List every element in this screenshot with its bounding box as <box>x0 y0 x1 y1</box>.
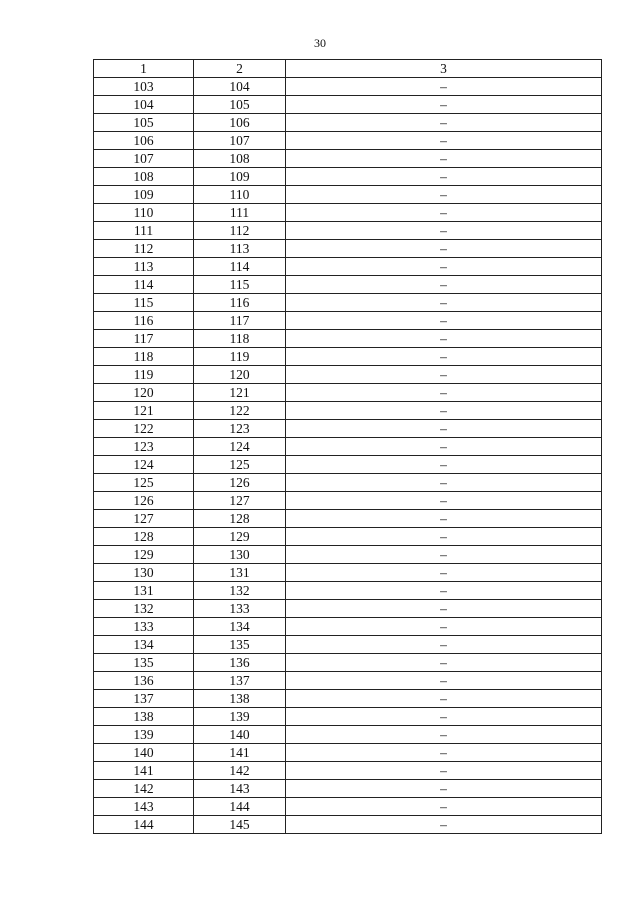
table-cell-col-2: 144 <box>194 798 286 816</box>
table-row <box>94 456 602 474</box>
table-body <box>94 78 602 834</box>
table-row <box>94 186 602 204</box>
table-cell-col-2: 112 <box>194 222 286 240</box>
table-cell-col-2: 115 <box>194 276 286 294</box>
table-cell-col-2: 139 <box>194 708 286 726</box>
table-cell-col-2: 135 <box>194 636 286 654</box>
table-row <box>94 780 602 798</box>
table-cell-col-3: – <box>286 222 602 240</box>
table-row <box>94 150 602 168</box>
table-cell-col-3: – <box>286 492 602 510</box>
table-row <box>94 438 602 456</box>
table-cell-col-1: 134 <box>94 636 194 654</box>
table-cell-col-1: 125 <box>94 474 194 492</box>
table-cell-col-3: – <box>286 348 602 366</box>
table-row <box>94 276 602 294</box>
table-cell-col-3: – <box>286 456 602 474</box>
table-cell-col-1: 132 <box>94 600 194 618</box>
table-cell-col-3: – <box>286 204 602 222</box>
table-cell-col-3: – <box>286 816 602 834</box>
table-cell-col-3: – <box>286 330 602 348</box>
table-cell-col-2: 137 <box>194 672 286 690</box>
table-row <box>94 816 602 834</box>
page-number: 30 <box>314 36 326 50</box>
table-cell-col-2: 124 <box>194 438 286 456</box>
table-cell-col-1: 128 <box>94 528 194 546</box>
table-cell-col-2: 128 <box>194 510 286 528</box>
table-cell-col-1: 119 <box>94 366 194 384</box>
table-cell-col-3: – <box>286 690 602 708</box>
table-cell-col-3: – <box>286 600 602 618</box>
table-cell-col-2: 126 <box>194 474 286 492</box>
table-cell-col-3: – <box>286 528 602 546</box>
table-cell-col-2: 138 <box>194 690 286 708</box>
table-cell-col-1: 114 <box>94 276 194 294</box>
table-cell-col-3: – <box>286 726 602 744</box>
table-cell-col-2: 116 <box>194 294 286 312</box>
table-cell-col-2: 109 <box>194 168 286 186</box>
table-cell-col-2: 104 <box>194 78 286 96</box>
table-cell-col-3: – <box>286 438 602 456</box>
table-row <box>94 600 602 618</box>
table-row <box>94 546 602 564</box>
table-cell-col-3: – <box>286 96 602 114</box>
table-cell-col-3: – <box>286 618 602 636</box>
table-cell-col-3: – <box>286 402 602 420</box>
table-cell-col-1: 143 <box>94 798 194 816</box>
table-cell-col-1: 106 <box>94 132 194 150</box>
header-row <box>94 60 602 78</box>
table-row <box>94 348 602 366</box>
table-cell-col-2: 140 <box>194 726 286 744</box>
table-row <box>94 222 602 240</box>
table-row <box>94 402 602 420</box>
table-cell-col-2: 114 <box>194 258 286 276</box>
table-row <box>94 366 602 384</box>
table-cell-col-3: – <box>286 564 602 582</box>
table-cell-col-1: 105 <box>94 114 194 132</box>
table-cell-col-2: 131 <box>194 564 286 582</box>
table-row <box>94 510 602 528</box>
table-row <box>94 78 602 96</box>
table-cell-col-1: 138 <box>94 708 194 726</box>
table-cell-col-1: 113 <box>94 258 194 276</box>
table-cell-col-1: 111 <box>94 222 194 240</box>
table-cell-col-2: 133 <box>194 600 286 618</box>
table-row <box>94 618 602 636</box>
table-cell-col-1: 103 <box>94 78 194 96</box>
table-cell-col-3: – <box>286 150 602 168</box>
table-row <box>94 114 602 132</box>
table-cell-col-1: 122 <box>94 420 194 438</box>
table-cell-col-3: – <box>286 258 602 276</box>
table-cell-col-1: 131 <box>94 582 194 600</box>
table-row <box>94 168 602 186</box>
table-row <box>94 132 602 150</box>
table-cell-col-1: 116 <box>94 312 194 330</box>
table-cell-col-3: – <box>286 780 602 798</box>
table-cell-col-1: 126 <box>94 492 194 510</box>
table-row <box>94 420 602 438</box>
table-cell-col-3: – <box>286 654 602 672</box>
table-cell-col-3: – <box>286 114 602 132</box>
table-row <box>94 330 602 348</box>
table-cell-col-1: 112 <box>94 240 194 258</box>
table-cell-col-2: 125 <box>194 456 286 474</box>
table-cell-col-2: 132 <box>194 582 286 600</box>
table-cell-col-2: 121 <box>194 384 286 402</box>
table-row <box>94 96 602 114</box>
table-row <box>94 294 602 312</box>
table-cell-col-1: 109 <box>94 186 194 204</box>
table-row <box>94 654 602 672</box>
table-row <box>94 474 602 492</box>
table-cell-col-1: 144 <box>94 816 194 834</box>
column-header-1: 1 <box>94 60 194 78</box>
table-cell-col-2: 145 <box>194 816 286 834</box>
table-cell-col-1: 139 <box>94 726 194 744</box>
table-cell-col-2: 127 <box>194 492 286 510</box>
table-cell-col-1: 140 <box>94 744 194 762</box>
table-cell-col-1: 118 <box>94 348 194 366</box>
table-row <box>94 258 602 276</box>
table-cell-col-1: 107 <box>94 150 194 168</box>
table-cell-col-2: 110 <box>194 186 286 204</box>
table-cell-col-2: 136 <box>194 654 286 672</box>
table-row <box>94 384 602 402</box>
table-cell-col-2: 118 <box>194 330 286 348</box>
table-cell-col-2: 122 <box>194 402 286 420</box>
table-row <box>94 690 602 708</box>
table-cell-col-3: – <box>286 420 602 438</box>
table-row <box>94 564 602 582</box>
table-cell-col-1: 117 <box>94 330 194 348</box>
column-header-2: 2 <box>194 60 286 78</box>
table-cell-col-2: 141 <box>194 744 286 762</box>
table-cell-col-1: 141 <box>94 762 194 780</box>
table-cell-col-2: 120 <box>194 366 286 384</box>
table-row <box>94 528 602 546</box>
table-cell-col-3: – <box>286 240 602 258</box>
table-cell-col-2: 143 <box>194 780 286 798</box>
table-cell-col-3: – <box>286 186 602 204</box>
table-row <box>94 636 602 654</box>
table-cell-col-3: – <box>286 582 602 600</box>
table-cell-col-3: – <box>286 132 602 150</box>
table-row <box>94 798 602 816</box>
table-cell-col-3: – <box>286 762 602 780</box>
table-cell-col-2: 111 <box>194 204 286 222</box>
table-header <box>94 60 602 78</box>
table-row <box>94 672 602 690</box>
table-cell-col-1: 129 <box>94 546 194 564</box>
table-cell-col-2: 119 <box>194 348 286 366</box>
table-cell-col-2: 134 <box>194 618 286 636</box>
table-cell-col-3: – <box>286 312 602 330</box>
table-cell-col-2: 107 <box>194 132 286 150</box>
table-cell-col-2: 142 <box>194 762 286 780</box>
table-row <box>94 204 602 222</box>
table-cell-col-1: 133 <box>94 618 194 636</box>
table-cell-col-1: 137 <box>94 690 194 708</box>
table-cell-col-3: – <box>286 294 602 312</box>
table-cell-col-3: – <box>286 672 602 690</box>
table-cell-col-2: 105 <box>194 96 286 114</box>
table-cell-col-2: 130 <box>194 546 286 564</box>
table-row <box>94 726 602 744</box>
table-row <box>94 492 602 510</box>
table-cell-col-3: – <box>286 168 602 186</box>
table-cell-col-3: – <box>286 78 602 96</box>
table-row <box>94 312 602 330</box>
table-cell-col-3: – <box>286 636 602 654</box>
table-cell-col-1: 136 <box>94 672 194 690</box>
table-cell-col-3: – <box>286 546 602 564</box>
data-table <box>93 59 602 834</box>
table-cell-col-1: 135 <box>94 654 194 672</box>
table-cell-col-2: 117 <box>194 312 286 330</box>
table-cell-col-1: 130 <box>94 564 194 582</box>
table-cell-col-1: 108 <box>94 168 194 186</box>
table-cell-col-3: – <box>286 798 602 816</box>
table-cell-col-1: 115 <box>94 294 194 312</box>
table-cell-col-1: 110 <box>94 204 194 222</box>
column-header-3: 3 <box>286 60 602 78</box>
table-row <box>94 708 602 726</box>
table-cell-col-3: – <box>286 510 602 528</box>
table-cell-col-2: 108 <box>194 150 286 168</box>
table-cell-col-2: 123 <box>194 420 286 438</box>
table-cell-col-1: 124 <box>94 456 194 474</box>
table-row <box>94 744 602 762</box>
table-cell-col-1: 121 <box>94 402 194 420</box>
table-cell-col-1: 104 <box>94 96 194 114</box>
table-row <box>94 240 602 258</box>
table-cell-col-3: – <box>286 744 602 762</box>
table-cell-col-3: – <box>286 366 602 384</box>
table-cell-col-3: – <box>286 276 602 294</box>
table-cell-col-2: 113 <box>194 240 286 258</box>
table-cell-col-3: – <box>286 474 602 492</box>
table-cell-col-1: 123 <box>94 438 194 456</box>
table-cell-col-2: 106 <box>194 114 286 132</box>
table-cell-col-2: 129 <box>194 528 286 546</box>
table-row <box>94 582 602 600</box>
table-cell-col-1: 120 <box>94 384 194 402</box>
table-cell-col-1: 142 <box>94 780 194 798</box>
table-row <box>94 762 602 780</box>
table-cell-col-3: – <box>286 708 602 726</box>
table-cell-col-3: – <box>286 384 602 402</box>
table-cell-col-1: 127 <box>94 510 194 528</box>
